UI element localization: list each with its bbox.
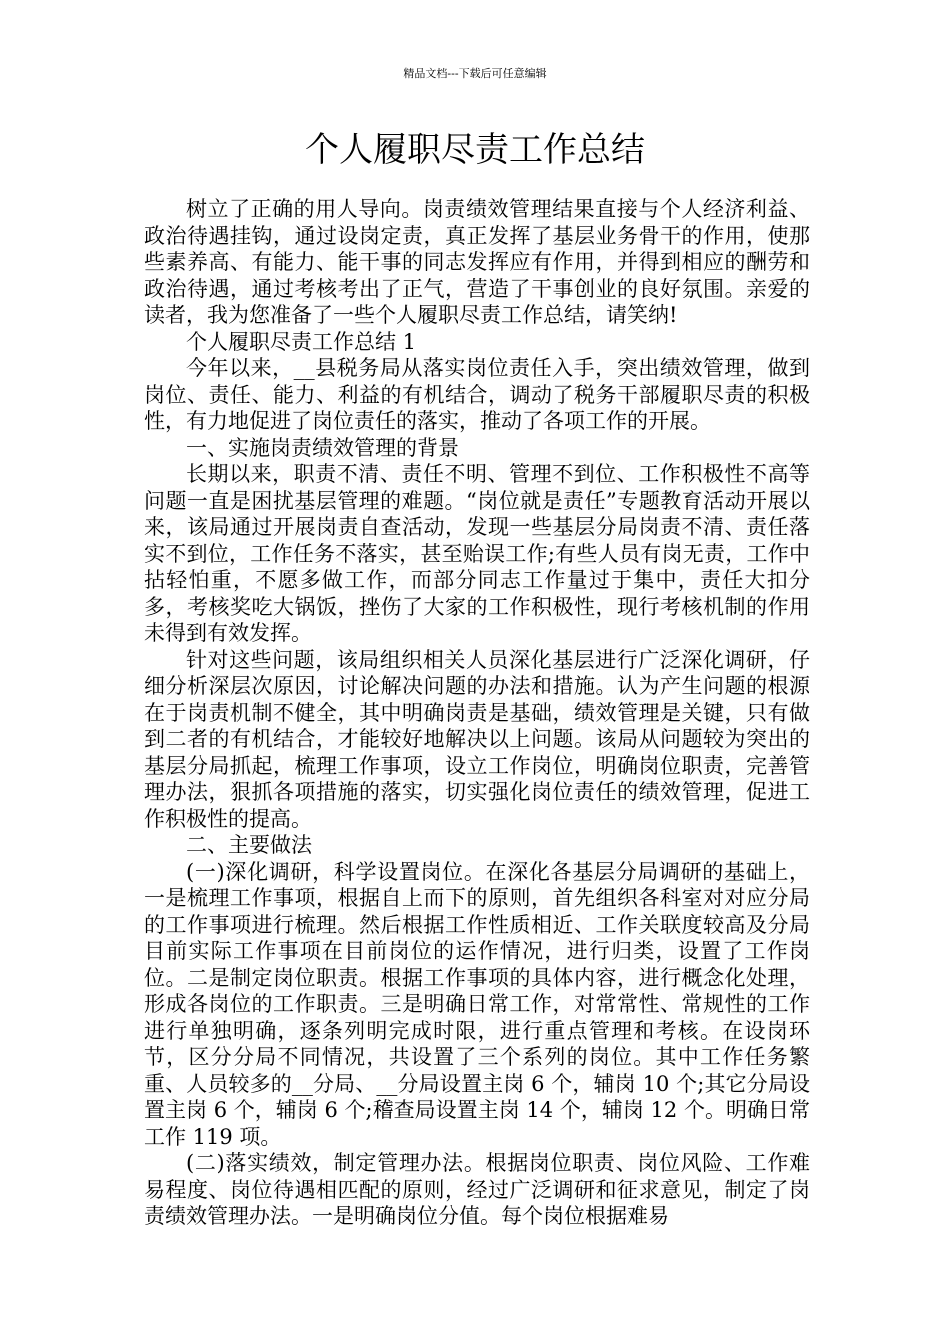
document-title: 个人履职尽责工作总结 (305, 130, 645, 170)
section-heading-summary-1: 个人履职尽责工作总结 1 (186, 329, 417, 354)
section-heading-methods: 二、主要做法 (186, 833, 312, 857)
section-heading-background: 一、实施岗责绩效管理的背景 (186, 435, 459, 460)
paragraph: (一)深化调研，科学设置岗位。在深化各基层分局调研的基础上，一是梳理工作事项，根据自上而下的原则，首先组织各科室对对应分局的工作事项进行梳理。然后根据工作性质相近、工作关联度较高及分局目前实际工作事项在目前岗位的运作情况，进行归类，设置了工作岗位。二是制定岗位职责。根据工作事项的具体内容，进行概念化处理，形成各岗位的工作职责。三是明确日常工作，对常常性、常规性的工作进行单独明确，逐条列明完成时限，进行重点管理和考核。在设岗环节，区分分局不同情况，共设置了三个系列的岗位。其中工作任务繁重、人员较多的__分局、__分局设置主岗 6 个，辅岗 10 个;其它分局设置主岗 6 个，辅岗 6 个;稽查局设置主岗 14 个，辅岗 12 个。明确日常工作 119 项。 (144, 859, 810, 1149)
paragraph: (二)落实绩效，制定管理办法。根据岗位职责、岗位风险、工作难易程度、岗位待遇相匹配的原则，经过广泛调研和征求意见，制定了岗责绩效管理办法。一是明确岗位分值。每个岗位根据难易 (144, 1151, 810, 1228)
paragraph: 长期以来，职责不清、责任不明、管理不到位、工作积极性不高等问题一直是困扰基层管理的难题。“岗位就是责任”专题教育活动开展以来，该局通过开展岗责自查活动，发现一些基层分局岗责不清、责任落实不到位，工作任务不落实，甚至贻误工作;有些人员有岗无责，工作中拈轻怕重，不愿多做工作，而部分同志工作量过于集中，责任大扣分多，考核奖吃大锅饭，挫伤了大家的工作积极性，现行考核机制的作用未得到有效发挥。 (144, 462, 810, 645)
paragraph-intro: 树立了正确的用人导向。岗责绩效管理结果直接与个人经济利益、政治待遇挂钩，通过设岗定责，真正发挥了基层业务骨干的作用，使那些素养高、有能力、能干事的同志发挥应有作用，并得到相应的酬劳和政治待遇，通过考核考出了正气，营造了干事创业的良好氛围。亲爱的读者，我为您准备了一些个人履职尽责工作总结，请笑纳! (144, 197, 810, 327)
paragraph: 针对这些问题，该局组织相关人员深化基层进行广泛深化调研，仔细分析深层次原因，讨论解决问题的办法和措施。认为产生问题的根源在于岗责机制不健全，其中明确岗责是基础，绩效管理是关键，只有做到二者的有机结合，才能较好地解决以上问题。该局从问题较为突出的基层分局抓起，梳理工作事项，设立工作岗位，明确岗位职责，完善管理办法，狠抓各项措施的落实，切实强化岗位责任的绩效管理，促进工作积极性的提高。 (144, 647, 810, 831)
paragraph: 今年以来，__县税务局从落实岗位责任入手，突出绩效管理，做到岗位、责任、能力、利益的有机结合，调动了税务干部履职尽责的积极性，有力地促进了岗位责任的落实，推动了各项工作的开展。 (144, 356, 810, 433)
document-body (144, 196, 810, 1230)
header-note: 精品文档---下载后可任意编辑 (403, 67, 547, 80)
